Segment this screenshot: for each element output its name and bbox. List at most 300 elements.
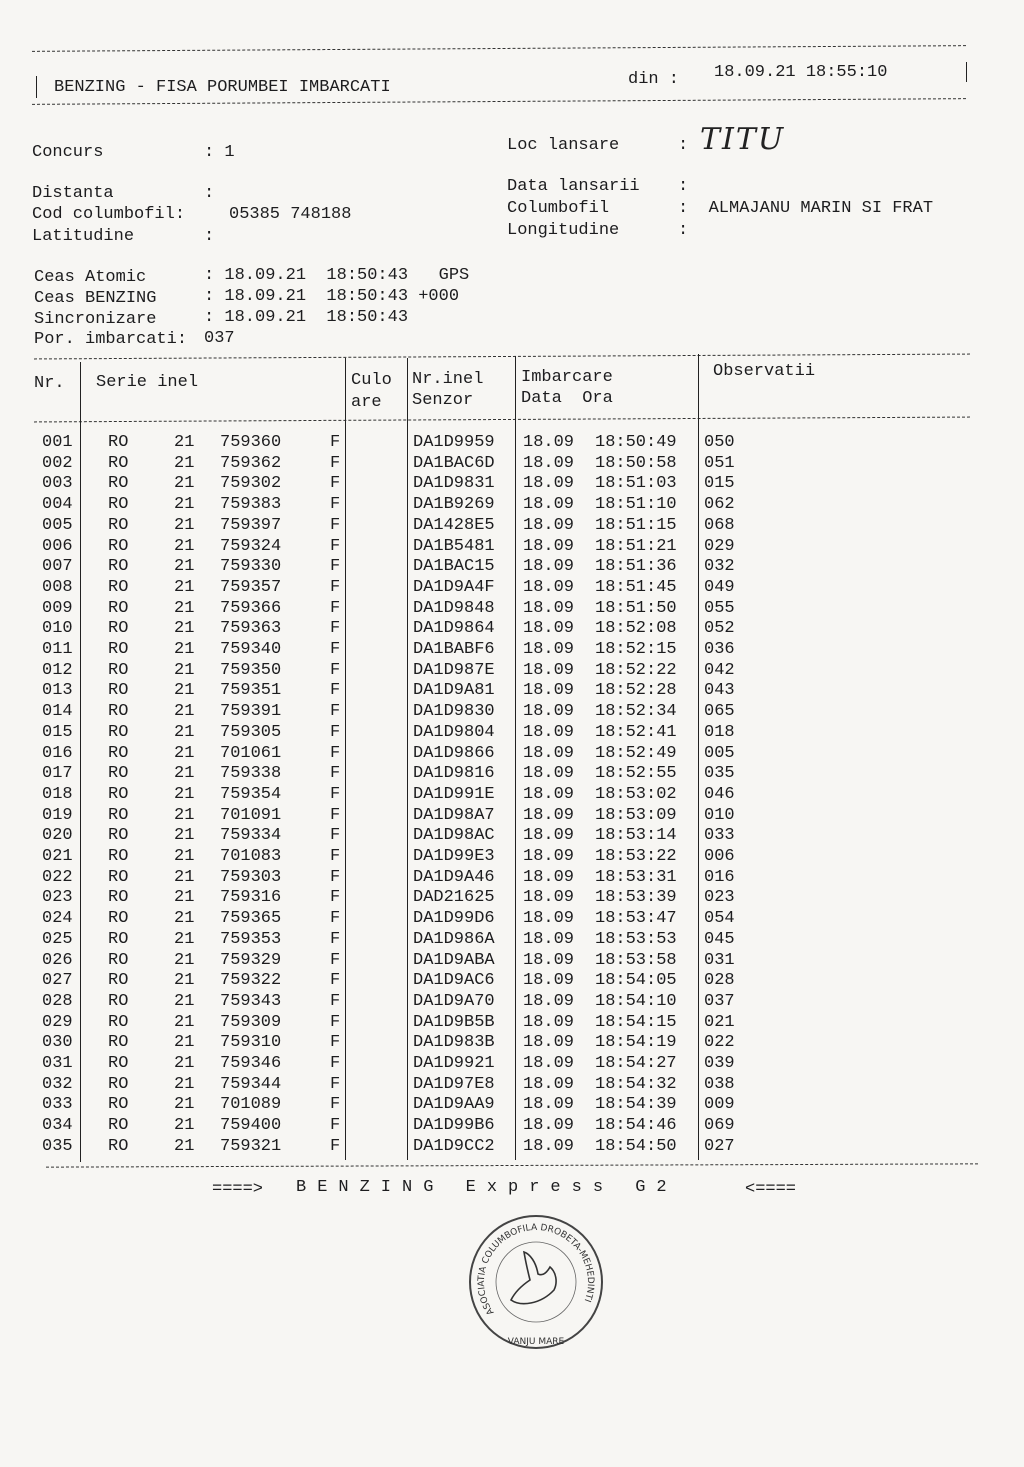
cell-time: 18:53:58 [595,950,677,970]
cell-ring-year: 21 [174,515,195,535]
cell-sensor-id: DA1D9AC6 [413,971,495,991]
cell-ring-number: 759360 [220,433,282,452]
cell-sex: F [330,681,341,701]
cell-sensor-id: DA1D9804 [413,722,495,742]
cell-ring-country: RO [108,598,129,618]
cell-ring-country: RO [108,826,129,846]
cell-sex: F [330,453,341,473]
cell-ring-year: 21 [174,847,195,866]
table-row [0,847,1000,868]
table-row [0,474,1000,495]
cell-ring-country: RO [108,722,129,742]
table-row [0,578,1000,599]
table-row [0,868,1000,889]
cell-ring-country: RO [108,681,129,701]
cell-observatii: 069 [704,1116,735,1136]
cell-date: 18.09 [523,1054,575,1073]
table-row [0,557,1000,578]
cell-ring-year: 21 [174,1054,195,1073]
col-header-nrinel-1: Nr.inel [412,370,484,389]
cell-sex: F [330,764,341,784]
table-row [0,826,1000,847]
cell-time: 18:51:36 [595,557,677,577]
cell-ring-number: 759391 [220,702,282,722]
cell-ring-number: 759363 [220,619,282,639]
cell-observatii: 045 [704,929,735,949]
cell-sex: F [330,495,341,515]
cell-time: 18:51:10 [595,495,677,515]
cell-ring-country: RO [108,557,129,577]
table-row [0,640,1000,661]
cell-ring-year: 21 [174,743,195,763]
cell-date: 18.09 [523,577,575,597]
cell-sensor-id: DA1D9AA9 [413,1095,495,1115]
cell-sensor-id: DA1D98AC [413,826,495,846]
cell-ring-country: RO [108,1116,129,1136]
cell-date: 18.09 [523,929,575,949]
cell-observatii: 031 [704,950,735,970]
cell-observatii: 065 [704,702,735,722]
cell-row-nr: 015 [42,722,73,742]
table-row [0,1095,1000,1116]
cell-time: 18:51:03 [595,474,677,494]
cell-time: 18:54:32 [595,1074,677,1094]
cell-ring-number: 701061 [220,743,282,763]
cell-observatii: 037 [704,991,735,1011]
cell-row-nr: 020 [42,826,73,846]
por-imbarcati-value: 037 [204,329,235,348]
footer-left-arrow: ====> [212,1180,264,1199]
cell-ring-year: 21 [174,950,195,970]
cell-ring-country: RO [108,515,129,535]
cell-date: 18.09 [523,598,575,618]
cell-sensor-id: DA1D99B6 [413,1116,495,1136]
cell-date: 18.09 [523,950,575,970]
cell-observatii: 021 [704,1012,735,1032]
cell-ring-year: 21 [174,1012,195,1032]
col-header-imbarcare-2: Data Ora [521,389,613,408]
cell-ring-year: 21 [174,474,195,494]
cell-observatii: 023 [704,888,735,908]
cell-ring-number: 759366 [220,598,282,618]
sincronizare-value: : 18.09.21 18:50:43 [204,308,409,327]
header-border-left [36,76,37,98]
cell-row-nr: 007 [42,557,73,577]
cell-sex: F [330,888,341,908]
cell-ring-year: 21 [174,805,195,825]
cell-sex: F [330,1116,341,1136]
cell-time: 18:54:15 [595,1012,677,1032]
cell-observatii: 038 [704,1074,735,1094]
cell-time: 18:52:41 [595,722,677,742]
cell-sensor-id: DA1D9866 [413,743,495,763]
cell-sex: F [330,929,341,949]
cell-sex: F [330,515,341,535]
table-row [0,806,1000,827]
cell-date: 18.09 [523,888,575,908]
cell-sensor-id: DA1D987E [413,660,495,680]
cell-ring-country: RO [108,495,129,515]
cell-date: 18.09 [523,1074,575,1094]
cell-date: 18.09 [523,784,575,804]
din-label: din : [628,70,680,89]
cell-ring-year: 21 [174,433,195,452]
cell-sensor-id: DA1D983B [413,1033,495,1053]
cell-sex: F [330,1136,341,1156]
cell-row-nr: 024 [42,909,73,929]
association-stamp [466,1212,606,1362]
cell-row-nr: 034 [42,1116,73,1136]
cod-value: 05385 748188 [229,205,352,224]
cell-time: 18:51:45 [595,577,677,597]
cell-observatii: 054 [704,909,735,929]
cell-ring-year: 21 [174,660,195,680]
cell-ring-year: 21 [174,784,195,804]
cell-time: 18:54:50 [595,1136,677,1156]
cell-ring-country: RO [108,950,129,970]
cell-ring-number: 759362 [220,453,282,473]
cell-date: 18.09 [523,722,575,742]
cell-ring-number: 701083 [220,847,282,866]
cell-sensor-id: DA1D991E [413,784,495,804]
cell-ring-country: RO [108,784,129,804]
cell-ring-year: 21 [174,1095,195,1115]
cell-row-nr: 005 [42,515,73,535]
cell-ring-country: RO [108,888,129,908]
cell-ring-number: 759334 [220,826,282,846]
cell-ring-number: 759351 [220,681,282,701]
cell-date: 18.09 [523,619,575,639]
longitudine-label: Longitudine [507,221,620,240]
cell-ring-year: 21 [174,991,195,1011]
cell-date: 18.09 [523,702,575,722]
cell-ring-country: RO [108,1095,129,1115]
cell-row-nr: 017 [42,764,73,784]
cell-date: 18.09 [523,805,575,825]
columbofil-value: : ALMAJANU MARIN SI FRAT [678,199,934,218]
cell-date: 18.09 [523,433,575,452]
cell-time: 18:53:53 [595,929,677,949]
cell-sensor-id: DA1428E5 [413,515,495,535]
table-row [0,619,1000,640]
cell-date: 18.09 [523,1095,575,1115]
cell-ring-country: RO [108,991,129,1011]
header-border-top [32,45,966,52]
cell-sex: F [330,598,341,618]
header-border-right [966,62,967,82]
cell-row-nr: 035 [42,1136,73,1156]
cell-sex: F [330,1095,341,1115]
table-header-divider [34,417,970,423]
cell-ring-country: RO [108,702,129,722]
cell-date: 18.09 [523,1116,575,1136]
cell-time: 18:52:08 [595,619,677,639]
cell-row-nr: 012 [42,660,73,680]
cell-sensor-id: DA1D99D6 [413,909,495,929]
cell-sex: F [330,743,341,763]
cell-sex: F [330,867,341,887]
table-border-bottom [46,1163,978,1167]
cell-ring-year: 21 [174,598,195,618]
cell-row-nr: 031 [42,1054,73,1073]
cell-ring-country: RO [108,1033,129,1053]
loc-lansare-handwritten: TITU [700,122,786,157]
cell-sensor-id: DAD21625 [413,888,495,908]
cell-sensor-id: DA1D9864 [413,619,495,639]
cell-observatii: 055 [704,598,735,618]
table-row [0,661,1000,682]
ceas-atomic-label: Ceas Atomic [34,268,147,287]
footer-right-arrow: <==== [745,1180,797,1199]
cell-observatii: 049 [704,577,735,597]
columbofil-label: Columbofil [507,199,610,218]
table-row [0,909,1000,930]
cell-sensor-id: DA1D99E3 [413,847,495,866]
cell-observatii: 051 [704,453,735,473]
cell-row-nr: 001 [42,433,73,452]
cell-observatii: 029 [704,536,735,556]
cell-sex: F [330,1074,341,1094]
cell-observatii: 009 [704,1095,735,1115]
cell-ring-country: RO [108,909,129,929]
cell-row-nr: 014 [42,702,73,722]
table-row [0,1054,1000,1075]
cell-date: 18.09 [523,826,575,846]
table-border-top [34,354,970,360]
ceas-benzing-value: : 18.09.21 18:50:43 +000 [204,287,460,306]
cell-observatii: 062 [704,495,735,515]
cell-ring-country: RO [108,660,129,680]
cell-date: 18.09 [523,847,575,866]
cell-sex: F [330,950,341,970]
cell-date: 18.09 [523,764,575,784]
table-row [0,537,1000,558]
cell-sex: F [330,577,341,597]
cell-time: 18:52:34 [595,702,677,722]
cell-row-nr: 018 [42,784,73,804]
ceas-benzing-label: Ceas BENZING [34,289,157,308]
table-row [0,764,1000,785]
cell-ring-number: 759397 [220,515,282,535]
col-header-imbarcare-1: Imbarcare [521,368,613,387]
cell-row-nr: 002 [42,453,73,473]
cell-observatii: 022 [704,1033,735,1053]
cell-observatii: 035 [704,764,735,784]
cell-ring-country: RO [108,640,129,659]
cell-time: 18:54:27 [595,1054,677,1073]
cell-row-nr: 026 [42,950,73,970]
cell-time: 18:50:49 [595,433,677,452]
cell-ring-number: 759330 [220,557,282,577]
cell-date: 18.09 [523,536,575,556]
cell-ring-year: 21 [174,722,195,742]
cell-row-nr: 033 [42,1095,73,1115]
cell-ring-country: RO [108,805,129,825]
cell-time: 18:52:22 [595,660,677,680]
cell-ring-country: RO [108,577,129,597]
cell-ring-number: 759305 [220,722,282,742]
table-row [0,702,1000,723]
cell-observatii: 042 [704,660,735,680]
cell-time: 18:51:15 [595,515,677,535]
cell-date: 18.09 [523,1012,575,1032]
table-row [0,599,1000,620]
cell-sensor-id: DA1BAC15 [413,557,495,577]
cell-row-nr: 032 [42,1074,73,1094]
cell-time: 18:50:58 [595,453,677,473]
cell-sex: F [330,619,341,639]
cell-ring-country: RO [108,1054,129,1073]
table-row [0,433,1000,454]
table-row [0,785,1000,806]
cell-observatii: 039 [704,1054,735,1073]
cell-sensor-id: DA1D9A46 [413,867,495,887]
cell-ring-number: 759365 [220,909,282,929]
cell-row-nr: 019 [42,805,73,825]
cell-ring-country: RO [108,536,129,556]
cell-sensor-id: DA1D9ABA [413,950,495,970]
ceas-atomic-value: : 18.09.21 18:50:43 GPS [204,266,470,285]
cell-ring-year: 21 [174,640,195,659]
cell-ring-year: 21 [174,1136,195,1156]
cell-date: 18.09 [523,474,575,494]
cell-observatii: 016 [704,867,735,887]
col-header-culoare-1: Culo [351,371,392,390]
cell-date: 18.09 [523,681,575,701]
cell-observatii: 032 [704,557,735,577]
cell-sensor-id: DA1D9816 [413,764,495,784]
table-row [0,744,1000,765]
cell-ring-year: 21 [174,826,195,846]
cell-row-nr: 027 [42,971,73,991]
cell-observatii: 010 [704,805,735,825]
cell-sex: F [330,991,341,1011]
cell-ring-country: RO [108,743,129,763]
cell-ring-number: 759322 [220,971,282,991]
cell-ring-number: 759346 [220,1054,282,1073]
dove-icon [511,1252,556,1304]
cell-sex: F [330,640,341,659]
cell-observatii: 043 [704,681,735,701]
col-header-nr: Nr. [34,374,65,393]
cell-sex: F [330,971,341,991]
cell-sensor-id: DA1D9921 [413,1054,495,1073]
cell-ring-year: 21 [174,1074,195,1094]
col-header-serie: Serie inel [96,373,199,392]
cell-sex: F [330,1012,341,1032]
cell-sensor-id: DA1D98A7 [413,805,495,825]
cell-observatii: 036 [704,640,735,659]
cell-ring-year: 21 [174,577,195,597]
cell-ring-number: 759354 [220,784,282,804]
cell-sensor-id: DA1B5481 [413,536,495,556]
cell-sex: F [330,847,341,866]
cell-sensor-id: DA1D97E8 [413,1074,495,1094]
cell-observatii: 050 [704,433,735,452]
cell-time: 18:52:28 [595,681,677,701]
cell-observatii: 052 [704,619,735,639]
cell-sensor-id: DA1D9A81 [413,681,495,701]
cell-ring-number: 759383 [220,495,282,515]
cell-observatii: 015 [704,474,735,494]
latitudine-value: : [204,227,215,246]
cell-ring-year: 21 [174,1033,195,1053]
table-row [0,1116,1000,1137]
cell-row-nr: 011 [42,640,73,659]
cell-date: 18.09 [523,453,575,473]
table-row [0,1137,1000,1158]
cell-row-nr: 030 [42,1033,73,1053]
cell-observatii: 046 [704,784,735,804]
cell-ring-country: RO [108,619,129,639]
col-header-observatii: Observatii [713,362,816,381]
cell-ring-number: 759310 [220,1033,282,1053]
cell-row-nr: 006 [42,536,73,556]
cell-ring-number: 759329 [220,950,282,970]
cell-ring-year: 21 [174,929,195,949]
col-header-nrinel-2: Senzor [412,391,474,410]
cell-time: 18:53:02 [595,784,677,804]
cell-ring-country: RO [108,1136,129,1156]
sincronizare-label: Sincronizare [34,310,157,329]
cell-ring-number: 759344 [220,1074,282,1094]
cell-observatii: 033 [704,826,735,846]
cell-sensor-id: DA1D9A4F [413,577,495,597]
cell-sensor-id: DA1D9848 [413,598,495,618]
cell-sex: F [330,702,341,722]
cell-date: 18.09 [523,971,575,991]
cell-sex: F [330,826,341,846]
cell-time: 18:54:10 [595,991,677,1011]
cell-time: 18:53:47 [595,909,677,929]
cell-ring-number: 759303 [220,867,282,887]
cell-ring-country: RO [108,433,129,452]
cell-ring-year: 21 [174,909,195,929]
table-row [0,681,1000,702]
table-row [0,1033,1000,1054]
cell-ring-country: RO [108,929,129,949]
cell-sex: F [330,1033,341,1053]
cell-observatii: 018 [704,722,735,742]
table-row [0,495,1000,516]
cell-row-nr: 008 [42,577,73,597]
longitudine-value: : [678,221,689,240]
table-row [0,723,1000,744]
cell-sensor-id: DA1D986A [413,929,495,949]
cell-sex: F [330,474,341,494]
cell-date: 18.09 [523,1033,575,1053]
cell-sex: F [330,1054,341,1073]
cell-row-nr: 021 [42,847,73,866]
data-lansarii-label: Data lansarii [507,177,640,196]
cell-time: 18:53:31 [595,867,677,887]
distanta-label: Distanta [32,184,114,203]
stamp-bottom-text: VANJU MARE [507,1337,565,1347]
cell-sex: F [330,722,341,742]
loc-lansare-label: Loc lansare [507,136,620,155]
cell-ring-year: 21 [174,536,195,556]
concurs-value: : 1 [204,143,235,162]
cell-sensor-id: DA1D9830 [413,702,495,722]
cell-sensor-id: DA1D9CC2 [413,1136,495,1156]
cell-time: 18:52:49 [595,743,677,763]
cell-time: 18:53:14 [595,826,677,846]
cell-sensor-id: DA1BABF6 [413,640,495,659]
cell-observatii: 006 [704,847,735,866]
cell-ring-country: RO [108,867,129,887]
cell-sensor-id: DA1D9A70 [413,991,495,1011]
cell-sex: F [330,536,341,556]
